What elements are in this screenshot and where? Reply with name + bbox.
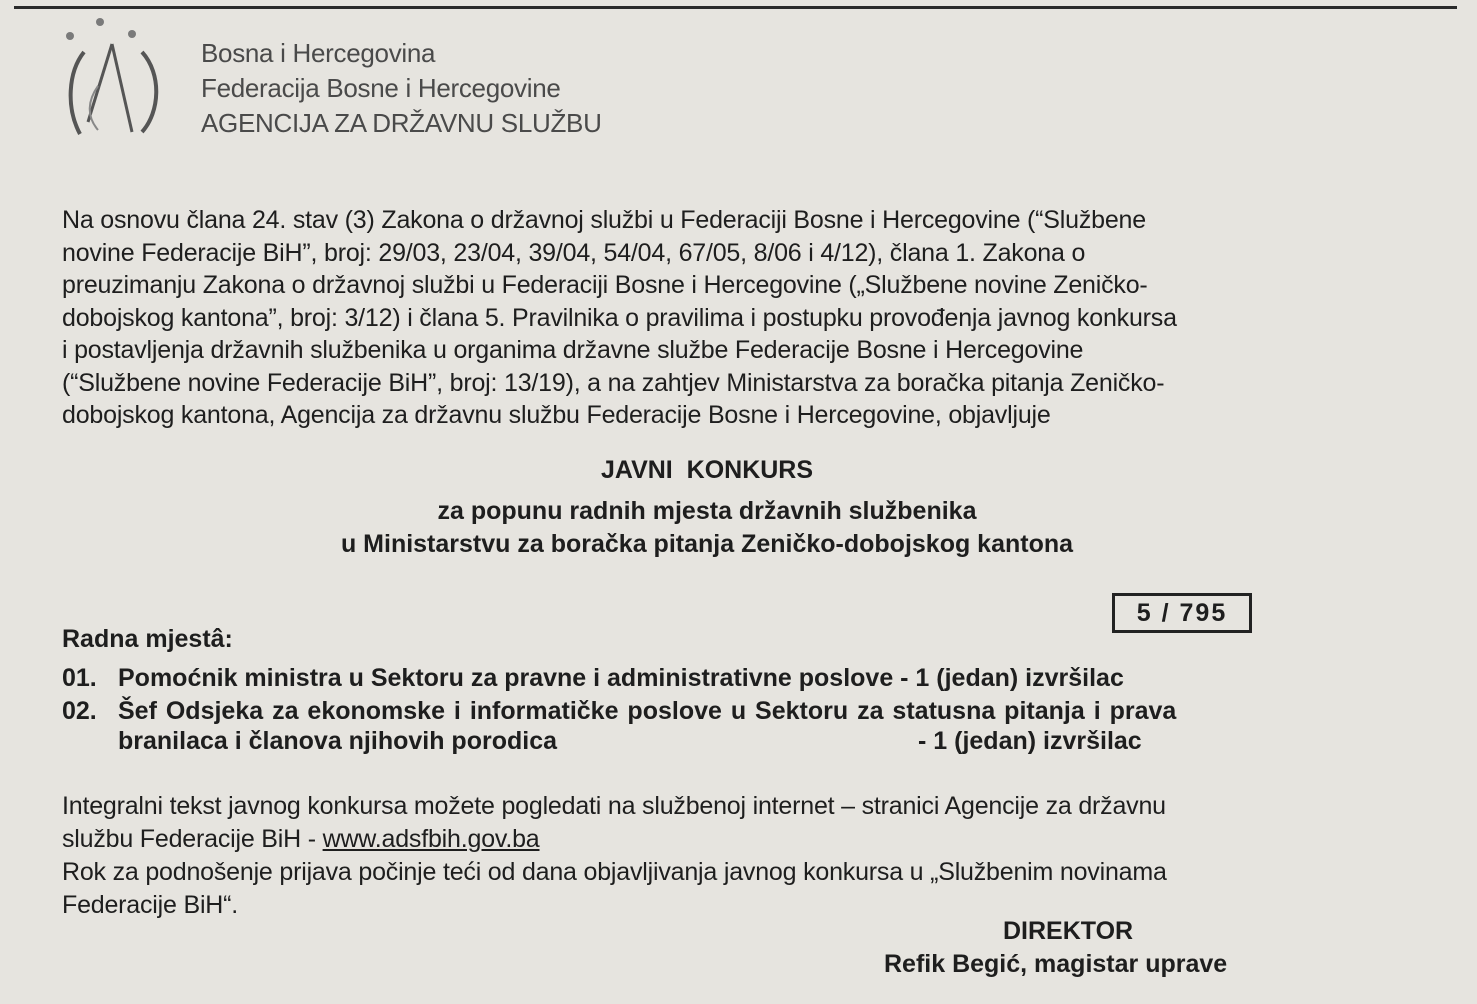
document-subtitle-ministry: u Ministarstvu za boračka pitanja Zeničko-dobojskog kantona (340, 530, 1074, 558)
position-text-continuation: branilaca i članova njihovih porodica (118, 727, 558, 755)
position-number: 02. (62, 697, 97, 725)
position-text: Pomoćnik ministra u Sektoru za pravne i administrativne poslove - 1 (jedan) izvršilac (118, 664, 1124, 692)
document-title: JAVNI KONKURS (600, 456, 814, 484)
document-subtitle: za popunu radnih mjesta državnih službenika (437, 497, 977, 525)
reference-code-box: 5 / 795 (1112, 593, 1252, 633)
signature-title: DIREKTOR (1003, 917, 1134, 945)
outro-line: Federacije BiH“. (62, 891, 239, 919)
org-line-country: Bosna i Hercegovina (201, 38, 436, 68)
intro-line: dobojskog kantona, Agencija za državnu službu Federacije Bosne i Hercegovine, objavljuje (62, 401, 1051, 429)
org-line-agency: AGENCIJA ZA DRŽAVNU SLUŽBU (201, 108, 602, 138)
top-rule (14, 6, 1457, 9)
org-line-federation: Federacija Bosne i Hercegovine (201, 73, 561, 103)
outro-line: Integralni tekst javnog konkursa možete pogledati na službenoj internet – stranici Agencije za državnu (62, 792, 1166, 820)
intro-line: dobojskog kantona”, broj: 3/12) i člana 5. Pravilnika o pravilima i postupku provođenja javnog konkursa (62, 303, 1177, 332)
outro-paragraph (62, 790, 1350, 922)
intro-line: novine Federacije BiH”, broj: 29/03, 23/04, 39/04, 54/04, 67/05, 8/06 i 4/12), člana 1. Zakona o (62, 238, 1086, 267)
positions-label: Radna mjestâ: (62, 625, 233, 653)
organization-name (201, 36, 602, 141)
position-count: - 1 (jedan) izvršilac (918, 727, 1142, 755)
position-number: 01. (62, 664, 97, 692)
outro-line-prefix: službu Federacije BiH - (62, 825, 323, 853)
intro-paragraph (62, 204, 1350, 432)
agency-website-link[interactable]: www.adsfbih.gov.ba (322, 825, 540, 853)
position-text: Šef Odsjeka za ekonomske i informatičke poslove u Sektoru za statusna pitanja i prava (118, 697, 1177, 725)
agency-logo-icon (58, 16, 168, 144)
intro-line: (“Službene novine Federacije BiH”, broj: 13/19), a na zahtjev Ministarstva za boračka pitanja Zeničko- (62, 368, 1165, 397)
outro-line (62, 823, 1350, 856)
intro-line: i postavljenja državnih službenika u organima državne službe Federacije Bosne i Hercegovine (62, 336, 1084, 364)
signature-name: Refik Begić, magistar uprave (884, 950, 1228, 978)
outro-line: Rok za podnošenje prijava počinje teći od dana objavljivanja javnog konkursa u „Službenim novinama (62, 858, 1167, 886)
intro-line: preuzimanju Zakona o državnoj službi u Federaciji Bosne i Hercegovine („Službene novine Zeničko- (62, 271, 1148, 299)
intro-line: Na osnovu člana 24. stav (3) Zakona o državnoj službi u Federaciji Bosne i Hercegovine (“Službene (62, 206, 1146, 234)
